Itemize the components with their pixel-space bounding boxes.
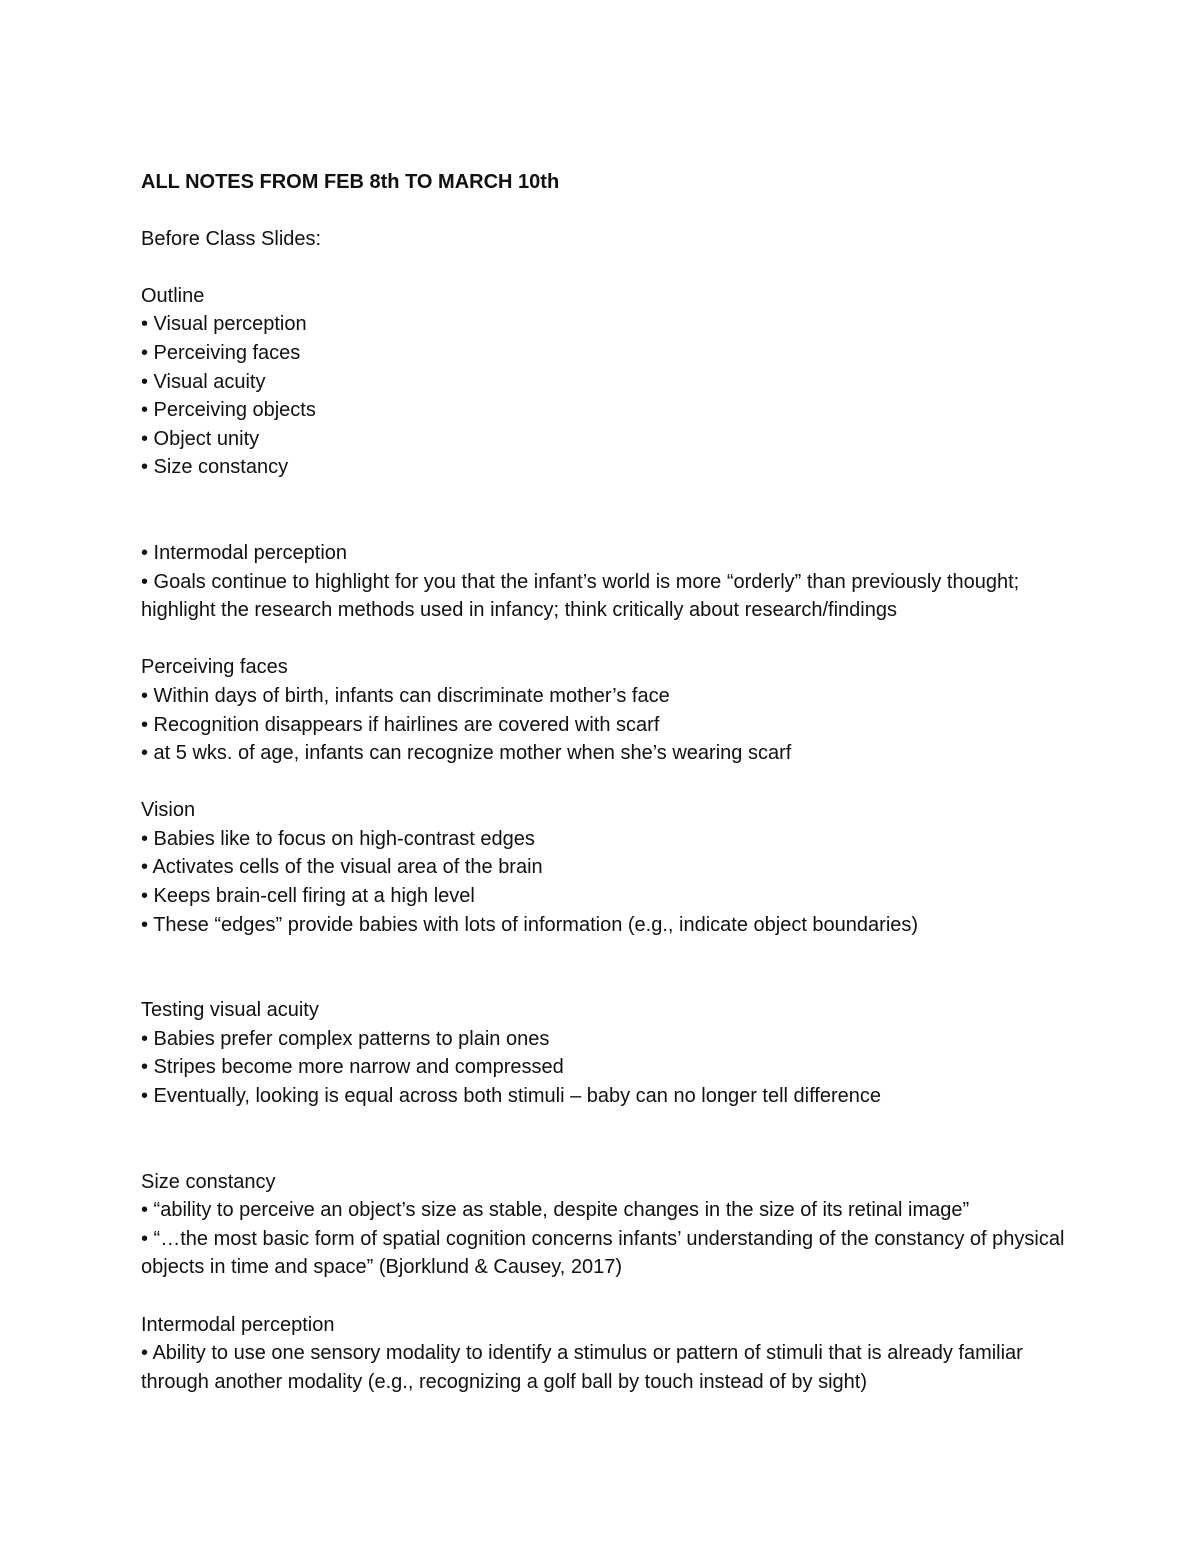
vision-heading: Vision (141, 799, 196, 822)
list-item: • Perceiving objects (141, 399, 316, 422)
acuity-list (141, 1025, 1071, 1111)
faces-heading: Perceiving faces (141, 656, 288, 679)
intermodal-list (141, 1339, 1071, 1396)
list-item: • Visual perception (141, 313, 307, 336)
size-heading: Size constancy (141, 1170, 276, 1193)
list-item: • Within days of birth, infants can discriminate mother’s face (141, 684, 670, 707)
intermodal-heading: Intermodal perception (141, 1313, 335, 1336)
outline-heading: Outline (141, 284, 205, 307)
list-item: • Perceiving faces (141, 341, 301, 364)
vision-list (141, 825, 1071, 939)
document-page (141, 168, 1071, 1396)
list-item: • Ability to use one sensory modality to identify a stimulus or pattern of stimuli that is already familiar through another modality (e.g., recognizing a golf ball by touch instead of by sight) (141, 1342, 1023, 1393)
list-item: • Babies prefer complex patterns to plain ones (141, 1027, 550, 1050)
list-item: • Recognition disappears if hairlines are covered with scarf (141, 713, 660, 736)
list-item: • Stripes become more narrow and compressed (141, 1056, 564, 1079)
list-item: • “ability to perceive an object’s size as stable, despite changes in the size of its retinal image” (141, 1199, 970, 1222)
document-title: ALL NOTES FROM FEB 8th TO MARCH 10th (141, 171, 560, 193)
list-item: • Goals continue to highlight for you that the infant’s world is more “orderly” than previously thought; highlight the research methods used in infancy; think critically about research/findings (141, 570, 1020, 622)
list-item: • “…the most basic form of spatial cognition concerns infants’ understanding of the constancy of physical objects in time and space” (Bjorklund & Causey, 2017) (141, 1227, 1065, 1279)
list-item: • Keeps brain-cell firing at a high level (141, 885, 475, 908)
acuity-heading: Testing visual acuity (141, 999, 319, 1022)
list-item: • Eventually, looking is equal across both stimuli – baby can no longer tell difference (141, 1085, 882, 1108)
list-item: • Object unity (141, 427, 260, 450)
size-list (141, 1196, 1071, 1282)
list-item: • at 5 wks. of age, infants can recognize mother when she’s wearing scarf (141, 742, 792, 765)
outline-extra-list (141, 539, 1071, 625)
list-item: • Intermodal perception (141, 541, 348, 564)
list-item: • Visual acuity (141, 370, 266, 393)
before-class-label: Before Class Slides: (141, 227, 322, 250)
list-item: • Size constancy (141, 456, 289, 479)
outline-list (141, 310, 1071, 482)
list-item: • These “edges” provide babies with lots of information (e.g., indicate object boundaries) (141, 913, 919, 936)
faces-list (141, 682, 1071, 768)
list-item: • Babies like to focus on high-contrast edges (141, 827, 535, 850)
list-item: • Activates cells of the visual area of the brain (141, 856, 543, 879)
